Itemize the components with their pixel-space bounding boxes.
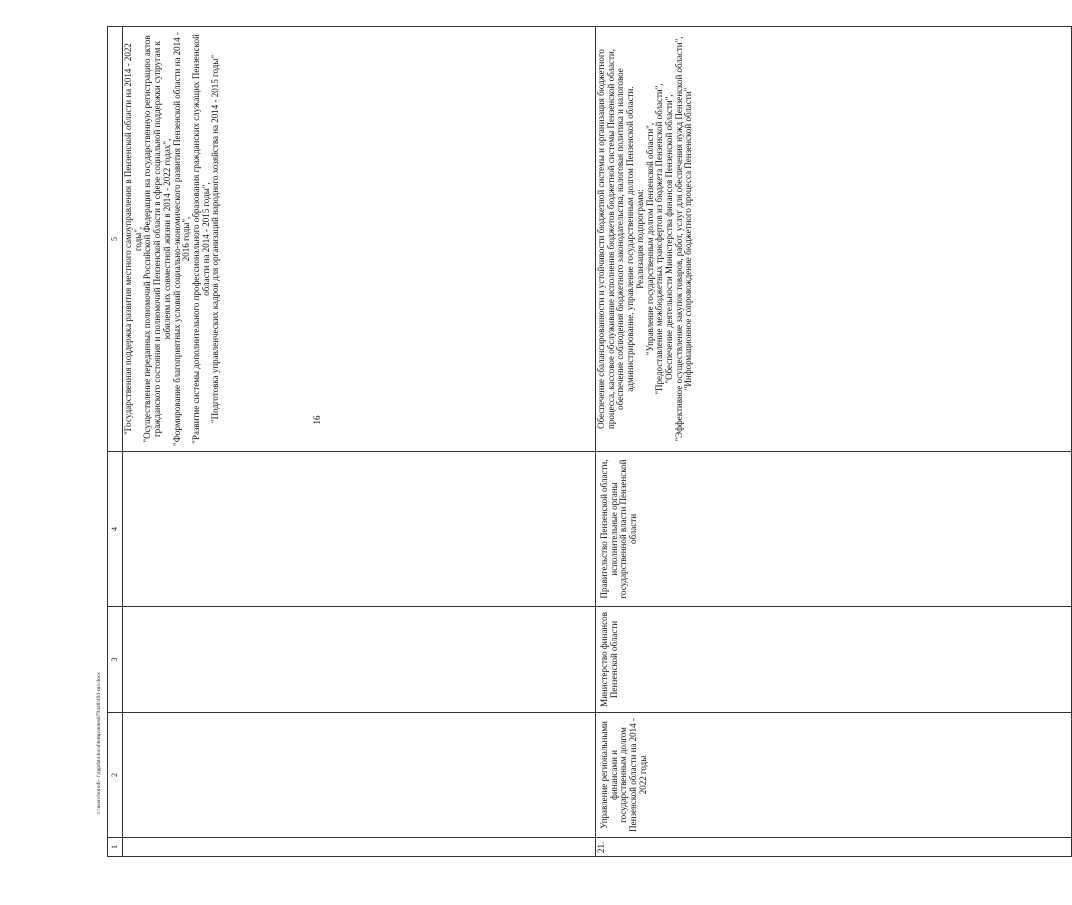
empty-cell xyxy=(123,607,596,713)
table-row-continuation xyxy=(123,27,596,857)
subprogram-item: "Развитие системы дополнительного профессионального образования гражданских служащих Пензенской области на 2014 - 2015 годы", xyxy=(191,34,211,444)
programs-table xyxy=(107,26,1072,857)
footer-file-path: c:\users\borodi~1\appdata\local\temp\notes879448\493-ma.docx xyxy=(96,672,102,814)
subprogram-item: "Государственная поддержка развития местного самоуправления в Пензенской области на 2014 - 2022 годы", xyxy=(123,43,143,435)
header-cell: 5 xyxy=(108,27,123,452)
subprogram-item: "Предоставление межбюджетных трансфертов из бюджета Пензенской области", xyxy=(654,83,665,395)
subprogram-item: "Осуществление переданных полномочий Российской Федерации на государственную регистрацию актов гражданского состояния и полномочий Пензенской области в сфере социальной поддержки супругам к юбилеям их совместной жизни в 2014 - 2022 годах", xyxy=(142,35,172,443)
subprogram-list-cell xyxy=(123,27,596,452)
empty-cell xyxy=(123,713,596,838)
header-cell: 2 xyxy=(108,713,123,838)
participants: Правительство Пензенской области, исполнительные органы государственной власти Пензенской области xyxy=(596,452,1072,607)
goal-cell xyxy=(596,27,1072,452)
empty-cell xyxy=(123,838,596,857)
subprogram-item: "Управление государственным долгом Пензенской области", xyxy=(644,122,655,356)
responsible-executor: Министерство финансов Пензенской области xyxy=(596,607,1072,713)
subprogram-item: "Информационное сопровождение бюджетного процесса Пензенской области" xyxy=(683,87,694,391)
header-cell: 4 xyxy=(108,452,123,607)
program-goal: Обеспечение сбалансированности и устойчивости бюджетной системы и организация бюджетного процесса, кассовое обслуживание исполнения бюджетов бюджетной системы Пензенской области, обеспечение соблюдения бюджетного законодательства, налоговая политика и налоговое администрирование, управление государственным долгом Пензенской области. xyxy=(596,49,636,429)
header-cell: 3 xyxy=(108,607,123,713)
program-name: Управление региональными финансами и государственным долгом Пензенской области на 2014 - 2022 годы xyxy=(596,713,1072,838)
rotated-table-container xyxy=(107,32,694,857)
subprograms-title: Реализация подпрограмм: xyxy=(634,189,645,289)
table-header-row xyxy=(108,27,123,857)
subprogram-item: "Формирование благоприятных условий социально-экономического развития Пензенской области на 2014 - 2016 годы", xyxy=(171,32,192,446)
row-number: 21. xyxy=(596,838,1072,857)
subprogram-item: "Обеспечение деятельности Министерства финансов Пензенской области", xyxy=(664,94,675,384)
table-row-21 xyxy=(596,27,1072,857)
page-number: 16 xyxy=(312,415,322,425)
subprogram-item: "Эффективное осуществление закупок товаров, работ, услуг для обеспечения нужд Пензенской области", xyxy=(673,36,684,442)
empty-cell xyxy=(123,452,596,607)
header-cell: 1 xyxy=(108,838,123,857)
subprogram-item: "Подготовка управленческих кадров для организаций народного хозяйства на 2014 - 2015 годы" xyxy=(210,54,221,424)
